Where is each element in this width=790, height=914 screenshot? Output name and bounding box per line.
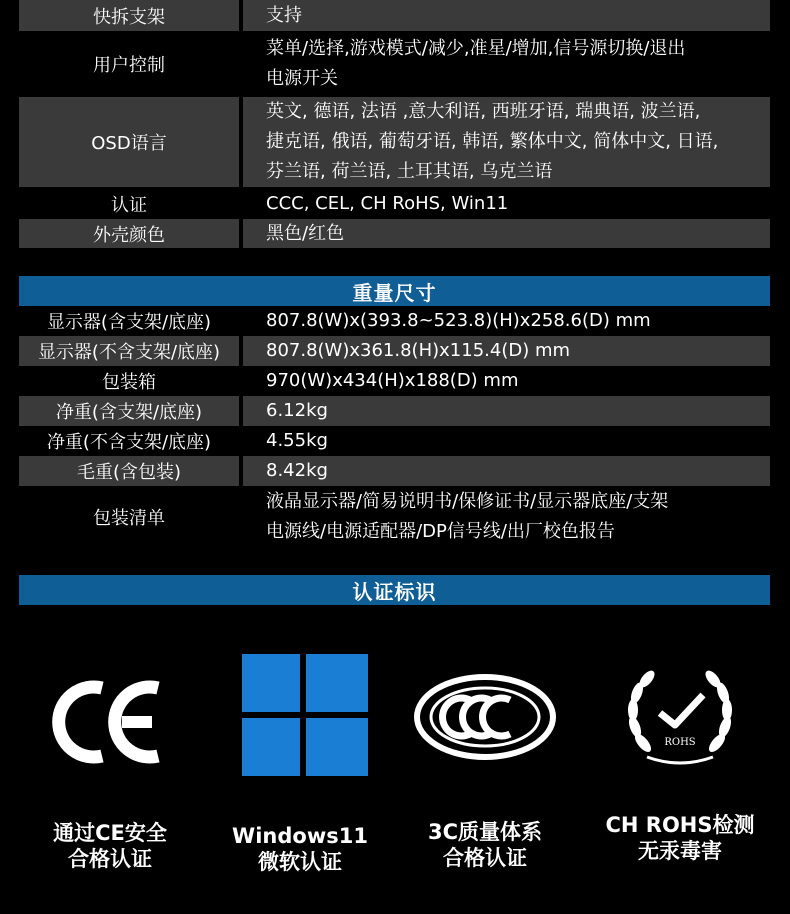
spec-label: 用户控制 <box>93 55 165 76</box>
cert-windows <box>225 650 375 875</box>
spec-row <box>19 396 770 426</box>
spec-row <box>19 426 770 456</box>
rohs-laurel-icon <box>595 665 765 770</box>
cert-caption-line1: 3C质量体系 <box>427 820 543 844</box>
spec-value: 英文, 德语, 法语 ,意大利语, 西班牙语, 瑞典语, 波兰语, 捷克语, 俄语, 葡萄牙语, 韩语, 繁体中文, 简体中文, 日语, 芬兰语, 荷兰语, 土耳其语, 乌克兰语 <box>243 97 770 187</box>
spec-row <box>19 486 770 548</box>
spec-label: 净重(含支架/底座) <box>19 396 239 426</box>
spec-row <box>19 219 770 248</box>
spec-value: 807.8(W)x361.8(H)x115.4(D) mm <box>243 336 770 366</box>
windows-logo-icon <box>225 650 375 782</box>
cert-caption-line1: 通过CE安全 <box>53 821 167 845</box>
spec-row <box>19 0 770 31</box>
spec-label: 认证 <box>111 195 147 216</box>
cert-ce <box>30 650 190 872</box>
section-title-weight: 重量尺寸 <box>19 276 770 306</box>
spec-label: 包装箱 <box>102 372 156 393</box>
spec-table-weight <box>19 306 770 548</box>
spec-row <box>19 189 770 219</box>
spec-table-top <box>19 0 770 248</box>
section-title-cert: 认证标识 <box>19 575 770 605</box>
spec-value: 液晶显示器/简易说明书/保修证书/显示器底座/支架 电源线/电源适配器/DP信号线/出厂校色报告 <box>266 491 669 542</box>
spec-value: 菜单/选择,游戏模式/减少,准星/增加,信号源切换/退出 电源开关 <box>266 38 686 89</box>
ce-mark-icon <box>30 650 190 790</box>
spec-label: 快拆支架 <box>19 0 239 31</box>
spec-value: 黑色/红色 <box>243 219 770 248</box>
cert-caption-line1: CH ROHS检测 <box>605 813 755 837</box>
spec-label: 显示器(不含支架/底座) <box>19 336 239 366</box>
spec-row <box>19 366 770 396</box>
cert-caption-line2: 微软认证 <box>258 850 342 874</box>
spec-row <box>19 33 770 95</box>
spec-label: 包装清单 <box>93 508 165 529</box>
spec-label: OSD语言 <box>19 97 239 187</box>
cert-rohs <box>595 665 765 864</box>
cert-caption-line1: Windows11 <box>232 824 368 848</box>
ccc-mark-icon <box>410 660 560 775</box>
spec-value: 8.42kg <box>243 456 770 486</box>
spec-value: 4.55kg <box>266 430 328 451</box>
spec-label: 显示器(含支架/底座) <box>46 312 212 333</box>
cert-caption-line2: 无汞毒害 <box>638 839 722 863</box>
spec-value: CCC, CEL, CH RoHS, Win11 <box>266 193 509 214</box>
spec-row <box>19 456 770 486</box>
spec-row <box>19 306 770 336</box>
spec-value: 807.8(W)x(393.8~523.8)(H)x258.6(D) mm <box>266 310 651 331</box>
spec-value: 支持 <box>243 0 770 31</box>
spec-label: 外壳颜色 <box>19 219 239 248</box>
cert-caption-line2: 合格认证 <box>68 847 152 871</box>
spec-row <box>19 97 770 187</box>
cert-ccc <box>410 660 560 871</box>
rohs-badge-text: ROHS <box>664 737 696 748</box>
cert-caption-line2: 合格认证 <box>443 846 527 870</box>
spec-row <box>19 336 770 366</box>
spec-label: 净重(不含支架/底座) <box>46 432 212 453</box>
spec-label: 毛重(含包装) <box>19 456 239 486</box>
spec-value: 970(W)x434(H)x188(D) mm <box>266 370 519 391</box>
spec-value: 6.12kg <box>243 396 770 426</box>
